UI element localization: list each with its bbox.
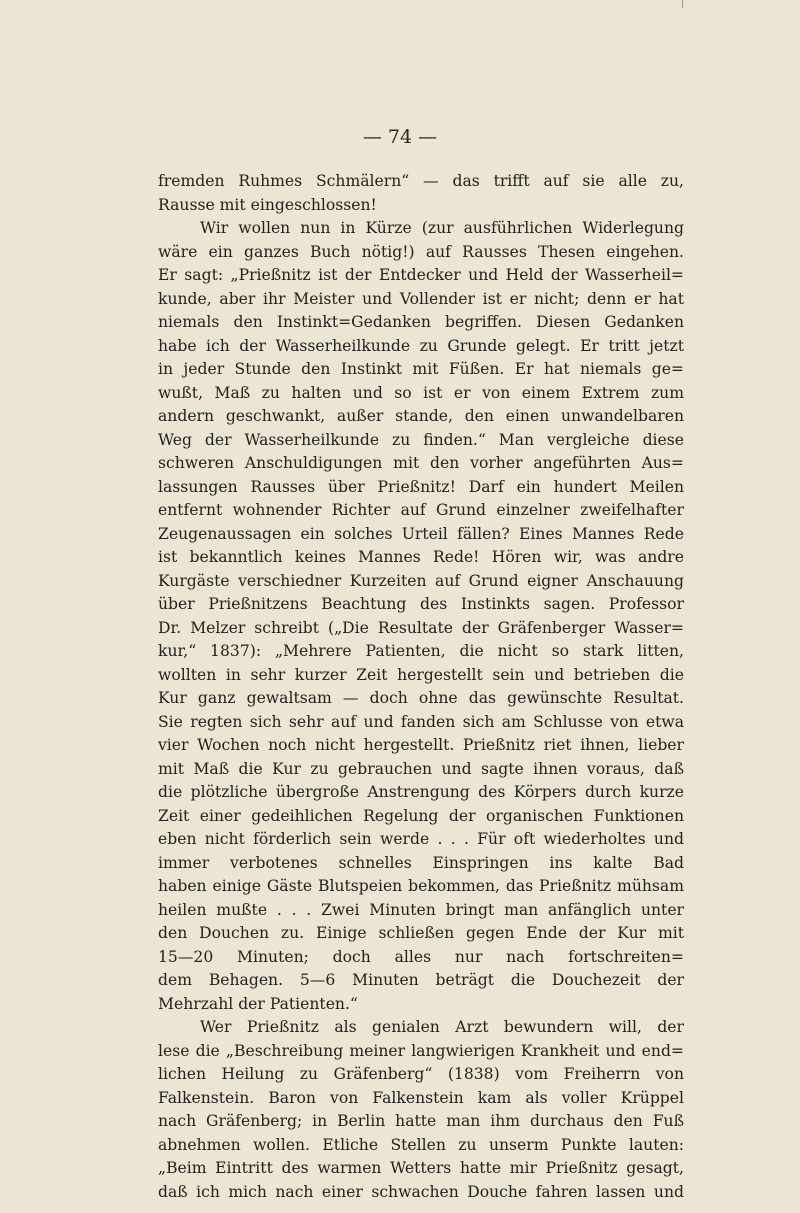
text-line: Weg der Wasserheilkunde zu finden.“ Man vergleiche diese bbox=[158, 430, 684, 449]
text-line: lichen Heilung zu Gräfenberg“ (1838) vom Freiherrn von bbox=[158, 1065, 684, 1083]
text-line: „Beim Eintritt des warmen Wetters hatte mir Prießnitz gesagt, bbox=[158, 1159, 684, 1177]
text-line: daß ich mich nach einer schwachen Douche fahren lassen und bbox=[158, 1182, 684, 1201]
text-line: wäre ein ganzes Buch nötig!) auf Rausses Thesen eingehen. bbox=[158, 242, 684, 261]
text-line: Kur ganz gewaltsam — doch ohne das gewünschte Resultat. bbox=[158, 689, 684, 707]
text-line: fremden Ruhmes Schmälern“ — das trifft auf sie alle zu, bbox=[158, 172, 684, 190]
text-line: andern geschwankt, außer stande, den einen unwandelbaren bbox=[158, 407, 684, 425]
text-line: nach Gräfenberg; in Berlin hatte man ihm durchaus den Fuß bbox=[158, 1112, 684, 1130]
text-line: die plötzliche übergroße Anstrengung des Körpers durch kurze bbox=[158, 783, 684, 801]
text-line: niemals den Instinkt=Gedanken begriffen. Diesen Gedanken bbox=[158, 313, 684, 331]
text-line: Sie regten sich sehr auf und fanden sich am Schlusse von etwa bbox=[158, 712, 684, 731]
text-line: kunde, aber ihr Meister und Vollender ist er nicht; denn er hat bbox=[158, 289, 684, 308]
text-line: Kurgäste verschiedner Kurzeiten auf Grund eigner Anschauung bbox=[158, 571, 684, 590]
text-line: wollten in sehr kurzer Zeit hergestellt sein und betrieben die bbox=[158, 665, 684, 684]
text-line: entfernt wohnender Richter auf Grund einzelner zweifelhafter bbox=[158, 501, 684, 519]
text-line: heilen mußte . . . Zwei Minuten bringt man anfänglich unter bbox=[158, 900, 684, 919]
body-text bbox=[158, 170, 684, 1204]
text-line: in jeder Stunde den Instinkt mit Füßen. Er hat niemals ge= bbox=[158, 360, 684, 378]
text-line: Zeit einer gedeihlichen Regelung der organischen Funktionen bbox=[158, 806, 684, 825]
text-line: Er sagt: „Prießnitz ist der Entdecker und Held der Wasserheil= bbox=[158, 266, 684, 284]
text-line: kur,“ 1837): „Mehrere Patienten, die nicht so stark litten, bbox=[158, 642, 684, 660]
text-line: schweren Anschuldigungen mit den vorher angeführten Aus= bbox=[158, 454, 684, 472]
text-line: mit Maß die Kur zu gebrauchen und sagte ihnen voraus, daß bbox=[158, 759, 684, 778]
text-line: vier Wochen noch nicht hergestellt. Prießnitz riet ihnen, lieber bbox=[158, 736, 684, 754]
text-line: Wir wollen nun in Kürze (zur ausführlichen Widerlegung bbox=[200, 219, 684, 237]
text-line: haben einige Gäste Blutspeien bekommen, das Prießnitz mühsam bbox=[158, 877, 684, 895]
text-line: wußt, Maß zu halten und so ist er von einem Extrem zum bbox=[158, 383, 684, 402]
text-line: Wer Prießnitz als genialen Arzt bewundern will, der bbox=[200, 1018, 684, 1036]
text-line: ist bekanntlich keines Mannes Rede! Hören wir, was andre bbox=[158, 548, 684, 566]
text-line: dem Behagen. 5—6 Minuten beträgt die Douchezeit der bbox=[158, 971, 684, 989]
text-line: eben nicht förderlich sein werde . . . Für oft wiederholtes und bbox=[158, 830, 684, 848]
text-line: Dr. Melzer schreibt („Die Resultate der Gräfenberger Wasser= bbox=[158, 618, 684, 637]
text-line: Zeugenaussagen ein solches Urteil fällen? Eines Mannes Rede bbox=[158, 524, 684, 543]
text-line: Mehrzahl der Patienten.“ bbox=[158, 994, 358, 1013]
text-line: lese die „Beschreibung meiner langwierigen Krankheit und end= bbox=[158, 1041, 684, 1060]
page-number: — 74 — bbox=[362, 126, 438, 148]
text-line: Rausse mit eingeschlossen! bbox=[158, 195, 377, 214]
text-line: habe ich der Wasserheilkunde zu Grunde gelegt. Er tritt jetzt bbox=[158, 336, 684, 355]
page-edge-mark bbox=[682, 0, 683, 8]
text-line: 15—20 Minuten; doch alles nur nach fortschreiten= bbox=[158, 947, 684, 966]
text-line: den Douchen zu. Einige schließen gegen Ende der Kur mit bbox=[158, 924, 684, 942]
text-line: über Prießnitzens Beachtung des Instinkts sagen. Professor bbox=[158, 595, 684, 613]
text-line: Falkenstein. Baron von Falkenstein kam als voller Krüppel bbox=[158, 1088, 684, 1107]
text-line: immer verbotenes schnelles Einspringen ins kalte Bad bbox=[158, 853, 684, 872]
text-line: abnehmen wollen. Etliche Stellen zu unserm Punkte lauten: bbox=[158, 1135, 684, 1154]
text-line: lassungen Rausses über Prießnitz! Darf ein hundert Meilen bbox=[158, 477, 684, 496]
